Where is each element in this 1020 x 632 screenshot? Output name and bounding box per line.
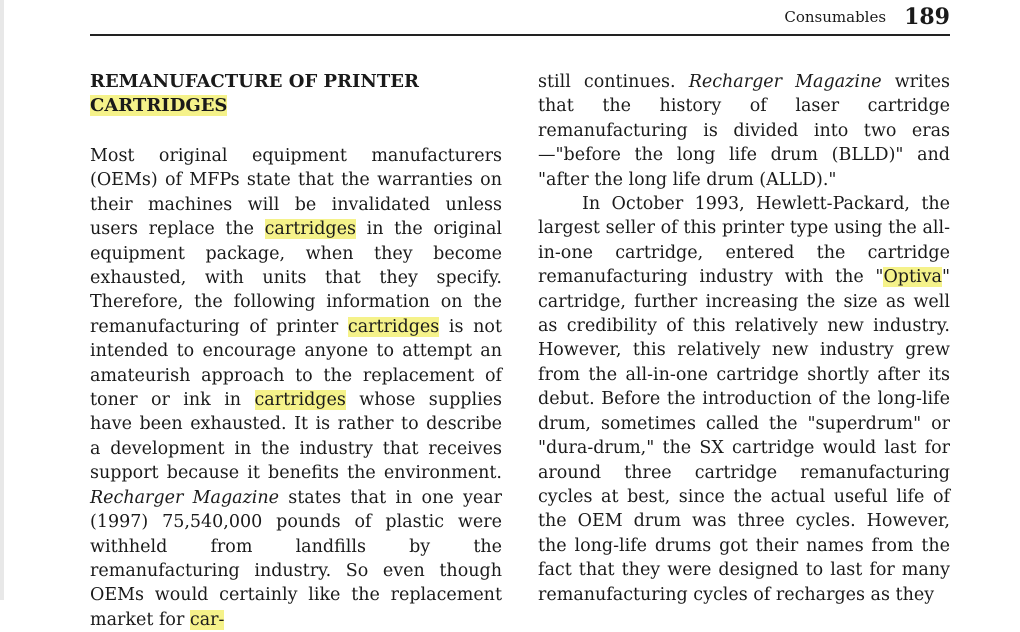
right-column (538, 70, 950, 607)
section-name: Consumables (784, 8, 887, 26)
text-run: states that in one year (1997) 75,540,000 pounds of plastic were withheld from landfills by the remanufacturing industry. So even though OEMs would certainly like the replacement market for (90, 487, 502, 630)
highlighted-term: Optiva (883, 267, 942, 288)
heading-line-1: REMANUFACTURE OF PRINTER (90, 71, 419, 92)
text-run: Most original equipment manufacturers (OEMs) of MFPs state that the warranties on their machines will be invalidated unless users replace the (90, 146, 502, 240)
text-run: " cartridge, further increasing the size as well as credibility of this relatively new industry. However, this relatively new industry grew from the all-in-one cartridge shortly after its debut. Before the introduction of the long-life drum, sometimes called the "superdrum" or "dura-drum," the SX cartridge would last for around three cartridge remanufacturing cycles at best, since the actual useful life of the OEM drum was three cycles. However, the long-life drums got their names from the fact that they were designed to last for many remanufacturing cycles of recharges as they (538, 267, 950, 605)
section-heading (90, 70, 502, 118)
left-column (90, 70, 502, 632)
text-run: In October 1993, Hewlett-Packard, the largest seller of this printer type using the all-in-one cartridge, entered the cartridge remanufacturing industry with the " (538, 194, 950, 288)
page-number: 189 (904, 4, 950, 30)
right-paragraph-1 (538, 70, 950, 192)
highlighted-term: cartridges (347, 316, 440, 337)
running-header (90, 0, 950, 36)
text-run: in the original equipment package, when they become exhausted, with units that they specify. Therefore, the following information on the remanufacturing of printer (90, 219, 502, 337)
text-run: still continues. (538, 72, 689, 92)
text-run: writes that the history of laser cartridge remanufacturing is divided into two eras—"before the long life drum (BLLD)" and "after the long life drum (ALLD)." (538, 72, 950, 190)
right-paragraph-2 (538, 192, 950, 607)
text-run: is not intended to encourage anyone to attempt an amateurish approach to the replacement of toner or ink in (90, 316, 502, 411)
publication-title: Recharger Magazine (90, 487, 280, 508)
highlighted-term: cartridges (254, 390, 346, 411)
highlighted-term: cartridges (264, 219, 356, 240)
text-run: whose supplies have been exhausted. It is rather to describe a development in the industry that receives support because it benefits the environment. (90, 390, 502, 484)
publication-title: Recharger Magazine (688, 72, 882, 92)
left-paragraph (90, 144, 502, 632)
highlighted-term: car- (189, 609, 225, 630)
heading-highlighted-word: CARTRIDGES (90, 95, 228, 116)
